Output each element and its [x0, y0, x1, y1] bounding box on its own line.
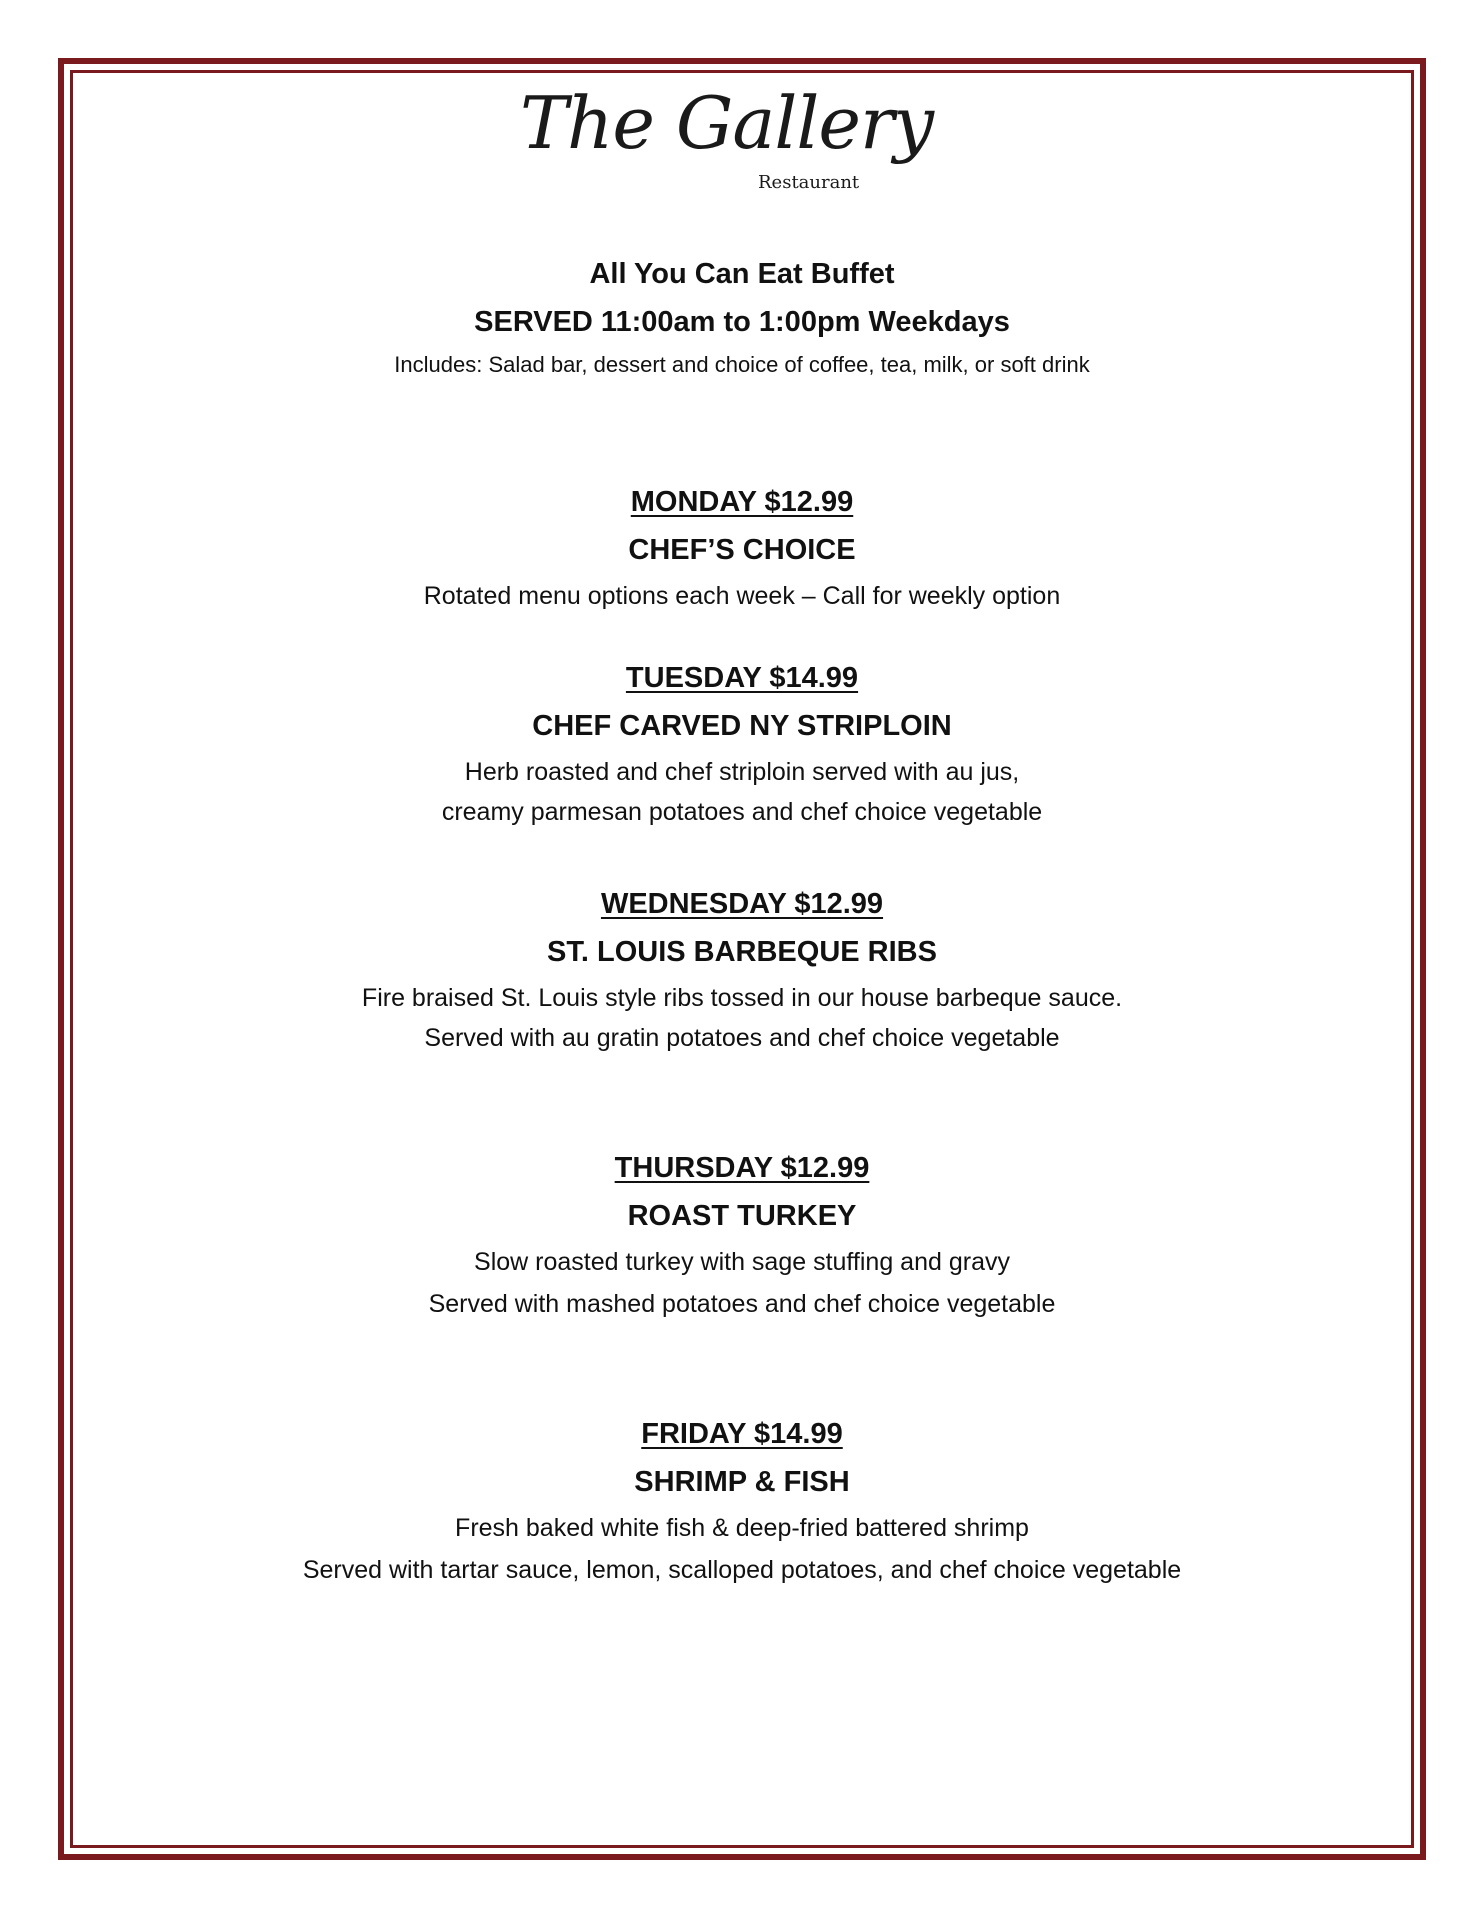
day-heading-thursday: THURSDAY $12.99 [614, 1152, 870, 1184]
buffet-title: All You Can Eat Buffet [589, 258, 895, 290]
day-heading-wednesday: WEDNESDAY $12.99 [600, 888, 884, 920]
dish-description-wednesday-2: Served with au gratin potatoes and chef choice vegetable [424, 1024, 1060, 1052]
logo-subtitle: Restaurant [758, 172, 860, 193]
dish-name-tuesday: CHEF CARVED NY STRIPLOIN [532, 710, 952, 742]
dish-name-thursday: ROAST TURKEY [627, 1200, 857, 1232]
day-heading-tuesday: TUESDAY $14.99 [625, 662, 859, 694]
dish-description-wednesday-1: Fire braised St. Louis style ribs tossed in our house barbeque sauce. [361, 984, 1123, 1012]
day-heading-monday: MONDAY $12.99 [630, 486, 854, 518]
dish-description-friday-1: Fresh baked white fish & deep-fried battered shrimp [455, 1514, 1029, 1542]
dish-description-tuesday-1: Herb roasted and chef striploin served with au jus, [464, 758, 1020, 786]
dish-name-monday: CHEF’S CHOICE [628, 534, 856, 566]
dish-description-friday-2: Served with tartar sauce, lemon, scalloped potatoes, and chef choice vegetable [302, 1556, 1182, 1584]
dish-description-thursday-1: Slow roasted turkey with sage stuffing and gravy [474, 1248, 1010, 1276]
dish-description-tuesday-2: creamy parmesan potatoes and chef choice vegetable [441, 798, 1043, 826]
restaurant-logo [520, 81, 960, 214]
dish-name-wednesday: ST. LOUIS BARBEQUE RIBS [547, 936, 937, 968]
day-heading-friday: FRIDAY $14.99 [641, 1418, 843, 1450]
dish-name-friday: SHRIMP & FISH [634, 1466, 850, 1498]
dish-description-thursday-2: Served with mashed potatoes and chef choice vegetable [428, 1290, 1056, 1318]
includes-note: Includes: Salad bar, dessert and choice of coffee, tea, milk, or soft drink [394, 352, 1090, 377]
served-hours: SERVED 11:00am to 1:00pm Weekdays [474, 306, 1010, 338]
logo-name: The Gallery [520, 81, 934, 165]
dish-description-monday: Rotated menu options each week – Call for weekly option [423, 582, 1061, 610]
